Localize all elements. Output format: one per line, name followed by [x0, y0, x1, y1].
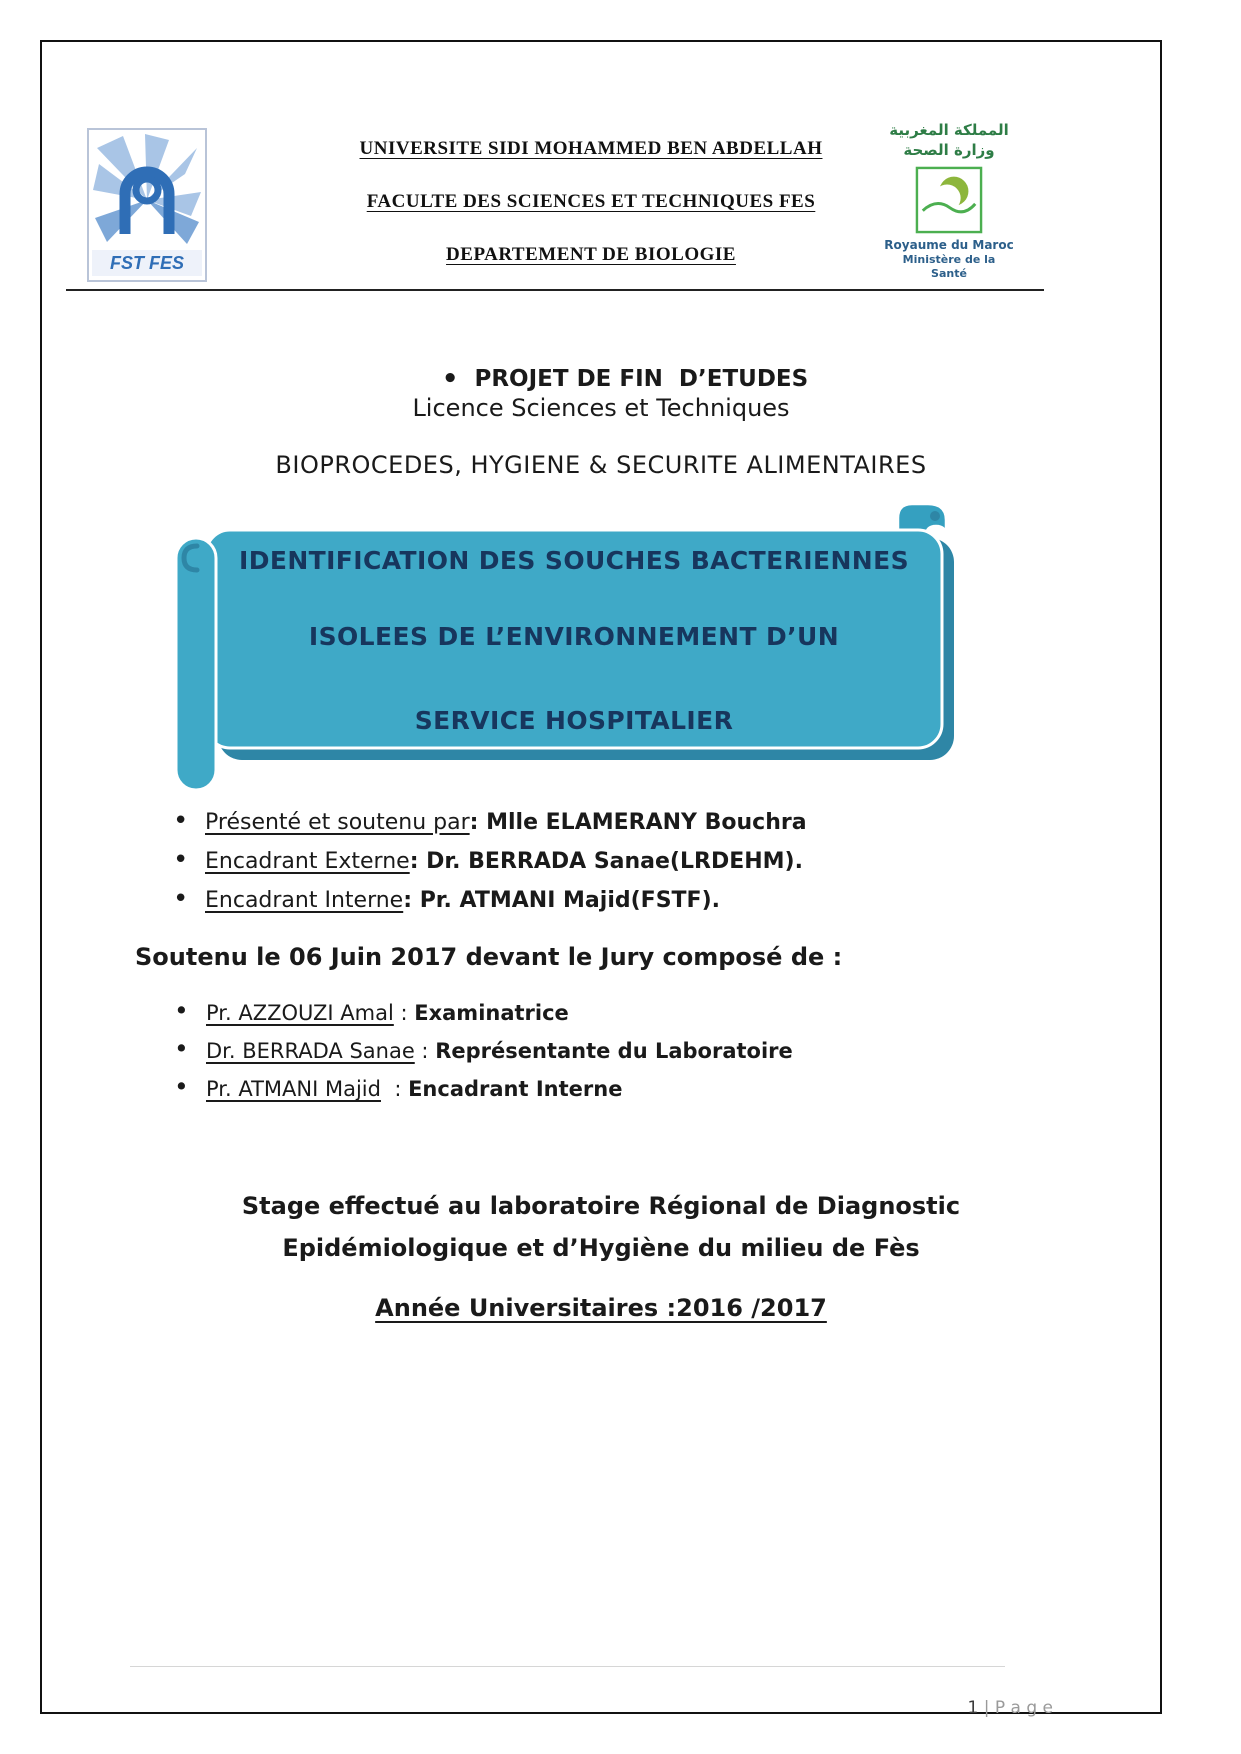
academic-year-line: Année Universitaires :2016 /2017	[375, 1294, 827, 1322]
jury-member	[170, 1076, 793, 1102]
page-number	[946, 1678, 1053, 1738]
degree-line: Licence Sciences et Techniques	[412, 394, 790, 422]
jury-member-role: Encadrant Interne	[408, 1077, 623, 1101]
stage-location-line2: Epidémiologique et d’Hygiène du milieu de Fès	[282, 1234, 920, 1262]
jury-separator: :	[393, 1001, 415, 1025]
page-number-suffix: | P a g e	[978, 1698, 1053, 1718]
ministry-french-line1: Royaume du Maroc	[884, 238, 1014, 252]
credit-value: Dr. BERRADA Sanae(LRDEHM).	[426, 849, 803, 874]
credit-item-encadrant-interne	[167, 888, 807, 914]
title-banner	[170, 500, 962, 800]
bullet-icon: •	[441, 364, 459, 394]
jury-separator: :	[414, 1039, 436, 1063]
jury-separator: :	[380, 1077, 409, 1101]
credit-label: Encadrant Externe	[205, 849, 410, 874]
department-name: DEPARTEMENT DE BIOLOGIE	[446, 244, 736, 265]
credit-separator: :	[409, 849, 427, 874]
jury-heading: Soutenu le 06 Juin 2017 devant le Jury composé de :	[135, 943, 843, 971]
banner-title-line1: IDENTIFICATION DES SOUCHES BACTERIENNES	[239, 546, 909, 575]
jury-member-name: Pr. AZZOUZI Amal	[206, 1001, 394, 1025]
ministry-french-line2: Ministère de la Santé	[902, 253, 996, 280]
jury-member-name: Dr. BERRADA Sanae	[206, 1039, 415, 1063]
ministry-arabic-line2: وزارة الصحة	[903, 141, 995, 159]
fst-fes-logo-text: FST FES	[109, 253, 185, 273]
banner-title-line3: SERVICE HOSPITALIER	[414, 706, 734, 735]
credits-list	[167, 810, 807, 927]
ministry-arabic-line1: المملكة المغربية	[889, 121, 1009, 139]
fst-fes-logo-icon	[87, 128, 207, 282]
specialty-line: BIOPROCEDES, HYGIENE & SECURITE ALIMENTAIRES	[275, 451, 927, 479]
credit-separator: :	[403, 888, 420, 913]
faculty-name: FACULTE DES SCIENCES ET TECHNIQUES FES	[366, 191, 816, 212]
ministry-logo	[884, 120, 1014, 281]
jury-member	[170, 1038, 793, 1064]
header-institution-block	[232, 138, 950, 297]
credit-label: Encadrant Interne	[205, 888, 404, 913]
crescent-icon	[915, 166, 983, 234]
university-name: UNIVERSITE SIDI MOHAMMED BEN ABDELLAH	[359, 138, 823, 159]
page-number-value: 1	[967, 1698, 979, 1718]
page-border-frame	[40, 40, 1162, 1714]
crescent-emblem	[915, 166, 983, 234]
jury-member-role: Examinatrice	[414, 1001, 569, 1025]
jury-member	[170, 1000, 793, 1026]
project-title: PROJET DE FIN D’ETUDES	[474, 366, 809, 392]
fst-fes-logo	[87, 128, 207, 282]
stage-location-line1: Stage effectué au laboratoire Régional de Diagnostic	[241, 1192, 961, 1220]
banner-title-line2: ISOLEES DE L’ENVIRONNEMENT D’UN	[308, 622, 840, 651]
credit-separator: :	[469, 810, 487, 835]
credit-value: Mlle ELAMERANY Bouchra	[486, 810, 807, 835]
jury-member-name: Pr. ATMANI Majid	[206, 1077, 381, 1101]
credit-label: Présenté et soutenu par	[205, 810, 470, 835]
credit-item-encadrant-externe	[167, 849, 807, 875]
jury-list	[170, 1000, 793, 1114]
footer-divider	[130, 1666, 1005, 1667]
header-divider	[66, 289, 1044, 291]
credit-item-presente	[167, 810, 807, 836]
jury-member-role: Représentante du Laboratoire	[435, 1039, 793, 1063]
credit-value: Pr. ATMANI Majid(FSTF).	[419, 888, 720, 913]
